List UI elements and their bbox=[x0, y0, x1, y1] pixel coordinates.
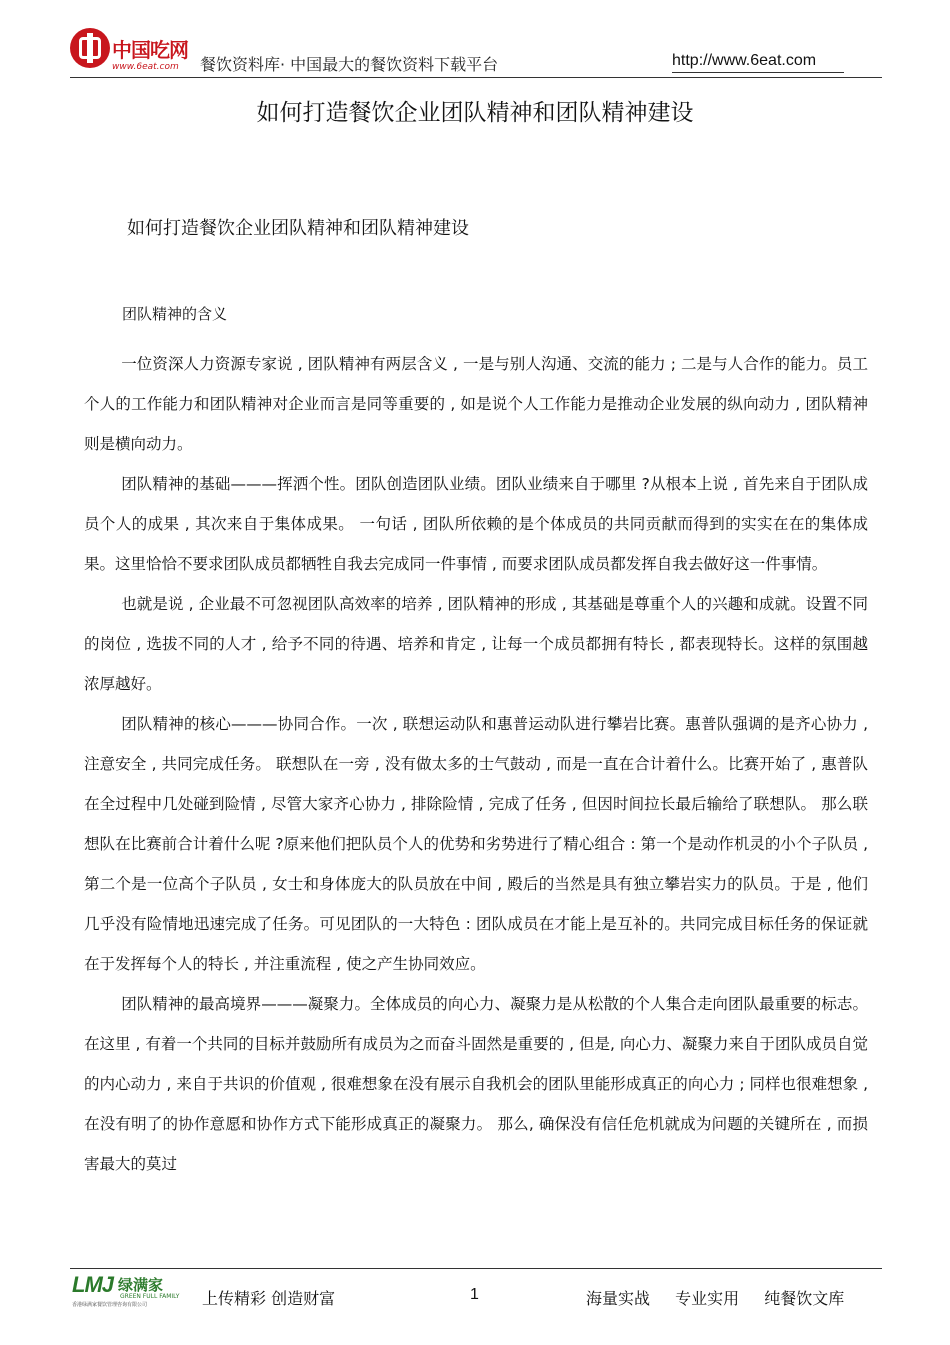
footer-divider bbox=[70, 1268, 882, 1269]
brand-company: 香港绿满家餐饮管理咨询有限公司 bbox=[72, 1302, 148, 1308]
footer-brand-logo bbox=[72, 1272, 190, 1310]
page-number: 1 bbox=[470, 1286, 479, 1303]
page-header bbox=[0, 0, 950, 80]
logo-emblem-icon bbox=[70, 28, 110, 68]
logo-url: www.6eat.com bbox=[112, 62, 179, 72]
brand-name-en: GREEN FULL FAMILY bbox=[120, 1293, 180, 1300]
footer-tag: 纯餐饮文库 bbox=[764, 1289, 845, 1308]
section-heading: 团队精神的含义 bbox=[122, 305, 228, 323]
brand-mark: LMJ bbox=[72, 1272, 113, 1297]
paragraph: 一位资深人力资源专家说 , 团队精神有两层含义 , 一是与别人沟通、交流的能力 ; 二是与人合作的能力。员工个人的工作能力和团队精神对企业而言是同等重要的 , 如是说个人工作能力是推动企业发展的纵向动力 , 团队精神则是横向动力。 bbox=[84, 355, 868, 453]
document-title: 如何打造餐饮企业团队精神和团队精神建设 bbox=[256, 100, 694, 126]
document-subtitle: 如何打造餐饮企业团队精神和团队精神建设 bbox=[127, 218, 469, 239]
site-url-link[interactable]: http://www.6eat.com bbox=[672, 52, 817, 69]
url-underline bbox=[672, 72, 844, 73]
page-footer bbox=[0, 1262, 950, 1345]
header-divider bbox=[70, 77, 882, 78]
logo-text: 中国吃网 bbox=[112, 38, 188, 62]
footer-tags bbox=[586, 1286, 844, 1309]
site-slogan: 餐饮资料库· 中国最大的餐饮资料下载平台 bbox=[200, 55, 499, 74]
paragraph: 团队精神的基础———挥洒个性。团队创造团队业绩。团队业绩来自于哪里 ?从根本上说 , 首先来自于团队成员个人的成果 , 其次来自于集体成果。 一句话 , 团队所依赖的是个体成员的共同贡献而得到的实实在在的集体成果。这里恰恰不要求团队成员都牺牲自我去完成同一件事情 , 而要求团队成员都发挥自我去做好这一件事情。 bbox=[84, 475, 868, 573]
paragraph: 团队精神的最高境界———凝聚力。全体成员的向心力、凝聚力是从松散的个人集合走向团队最重要的标志。在这里 , 有着一个共同的目标并鼓励所有成员为之而奋斗固然是重要的 , 但是, 向心力、凝聚力来自于团队成员自觉的内心动力 , 来自于共识的价值观 , 很难想象在没有展示自我机会的团队里能形成真正的向心力 ; 同样也很难想象 , 在没有明了的协作意愿和协作方式下能形成真正的凝聚力。 那么, 确保没有信任危机就成为问题的关键所在 , 而损害最大的莫过 bbox=[84, 995, 868, 1173]
document-body bbox=[84, 344, 868, 1184]
paragraph: 也就是说 , 企业最不可忽视团队高效率的培养 , 团队精神的形成 , 其基础是尊重个人的兴趣和成就。设置不同的岗位 , 选拔不同的人才 , 给予不同的待遇、培养和肯定 , 让每一个成员都拥有特长 , 都表现特长。这样的氛围越浓厚越好。 bbox=[84, 595, 868, 693]
footer-tag: 专业实用 bbox=[675, 1289, 740, 1308]
paragraph: 团队精神的核心———协同合作。一次 , 联想运动队和惠普运动队进行攀岩比赛。惠普队强调的是齐心协力 , 注意安全 , 共同完成任务。 联想队在一旁 , 没有做太多的士气鼓动 , 而是一直在合计着什么。比赛开始了 , 惠普队在全过程中几处碰到险情 , 尽管大家齐心协力 , 排除险情 , 完成了任务 , 但因时间拉长最后输给了联想队。 那么联想队在比赛前合计着什么呢 ?原来他们把队员个人的优势和劣势进行了精心组合 : 第一个是动作机灵的小个子队员 , 第二个是一位高个子队员 , 女士和身体庞大的队员放在中间 , 殿后的当然是具有独立攀岩实力的队员。于是 , 他们几乎没有险情地迅速完成了任务。可见团队的一大特色 : 团队成员在才能上是互补的。共同完成目标任务的保证就在于发挥每个人的特长 , 并注重流程 , 使之产生协同效应。 bbox=[84, 715, 868, 973]
brand-name-cn: 绿满家 bbox=[118, 1276, 164, 1294]
footer-tag: 海量实战 bbox=[586, 1289, 651, 1308]
site-logo[interactable] bbox=[70, 28, 188, 76]
footer-slogan: 上传精彩 创造财富 bbox=[202, 1289, 336, 1308]
